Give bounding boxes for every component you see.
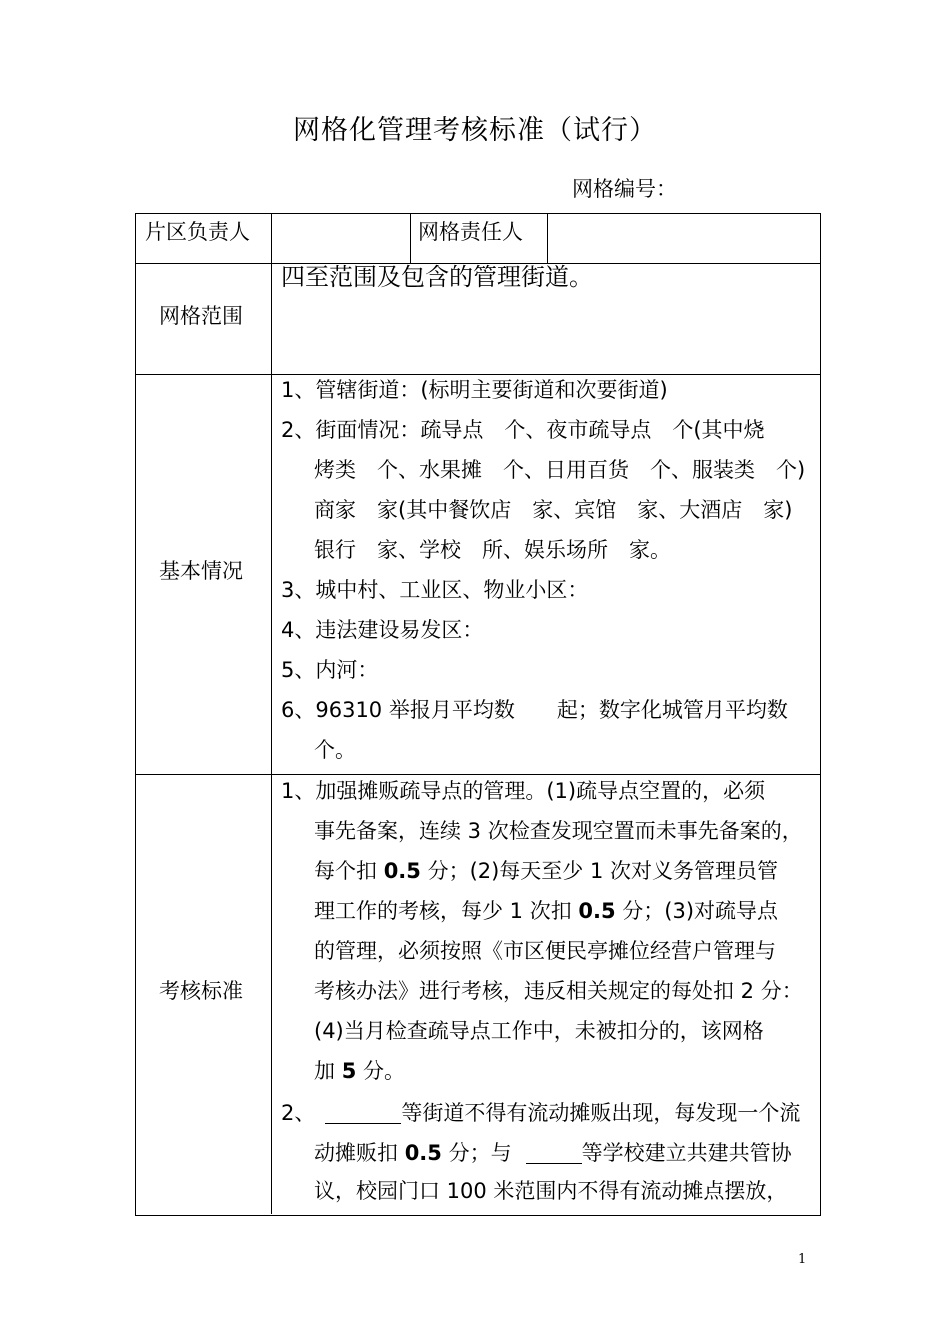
criteria-line: 议，校园门口 100 米范围内不得有流动摊点摆放，	[314, 1179, 788, 1203]
text-run: 分；与	[441, 1141, 512, 1165]
criteria-line: 事先备案，连续 3 次检查发现空置而未事先备案的，	[314, 819, 803, 843]
text-run: 等街道不得有流动摊贩出现，每发现一个流	[401, 1101, 801, 1125]
assessment-table	[135, 213, 821, 1216]
criteria-line: 1、加强摊贩疏导点的管理。(1)疏导点空置的，必须	[281, 779, 766, 803]
text-run: 分。	[356, 1059, 405, 1083]
column-divider	[547, 214, 548, 263]
basic-line: 5、内河：	[281, 658, 379, 682]
deduction-value: 0.5	[383, 859, 421, 883]
blank-underline	[526, 1141, 582, 1164]
text-run: 等学校建立共建共管协	[581, 1141, 792, 1165]
row-divider	[136, 774, 820, 775]
basic-line: 个。	[314, 738, 356, 762]
column-divider	[271, 214, 272, 1214]
criteria-line	[281, 1101, 800, 1124]
text-run: 加	[314, 1059, 342, 1083]
text-run: 动摊贩扣	[314, 1141, 405, 1165]
text-run: 分；(3)对疏导点	[615, 899, 779, 923]
criteria-line	[314, 1141, 792, 1164]
deduction-value: 0.5	[578, 899, 616, 923]
zone-leader-label: 片区负责人	[145, 220, 250, 244]
basic-line: 银行 家、学校 所、娱乐场所 家。	[314, 538, 671, 562]
row-divider	[136, 374, 820, 375]
page-title: 网格化管理考核标准（试行）	[293, 115, 657, 146]
grid-officer-label: 网格责任人	[418, 220, 523, 244]
basic-line: 3、城中村、工业区、物业小区：	[281, 578, 589, 602]
page-number: 1	[798, 1252, 807, 1267]
criteria-label: 考核标准	[159, 979, 243, 1003]
criteria-line: 的管理，必须按照《市区便民亭摊位经营户管理与	[314, 939, 776, 963]
basic-info-label: 基本情况	[159, 559, 243, 583]
bonus-value: 5	[341, 1059, 357, 1083]
scope-text: 四至范围及包含的管理街道。	[281, 263, 593, 291]
text-run: 分；(2)每天至少 1 次对义务管理员管	[420, 859, 779, 883]
blank-underline	[325, 1101, 401, 1124]
criteria-line	[314, 861, 778, 882]
scope-label: 网格范围	[159, 304, 243, 328]
column-divider	[410, 214, 411, 263]
criteria-line	[314, 901, 778, 922]
text-run: 每个扣	[314, 859, 384, 883]
criteria-line	[314, 1061, 405, 1082]
criteria-line: (4)当月检查疏导点工作中，未被扣分的，该网格	[314, 1019, 764, 1043]
basic-line: 1、管辖街道：(标明主要街道和次要街道)	[281, 378, 668, 402]
grid-number-label: 网格编号：	[572, 177, 677, 201]
text-run: 2、	[281, 1101, 316, 1125]
criteria-line: 考核办法》进行考核，违反相关规定的每处扣 2 分：	[314, 979, 803, 1003]
basic-line: 4、违法建设易发区：	[281, 618, 484, 642]
basic-line: 商家 家(其中餐饮店 家、宾馆 家、大酒店 家)	[314, 498, 793, 522]
basic-line: 2、街面情况：疏导点 个、夜市疏导点 个(其中烧	[281, 418, 765, 442]
text-run: 理工作的考核，每少 1 次扣	[314, 899, 579, 923]
basic-line: 6、96310 举报月平均数 起；数字化城管月平均数	[281, 698, 788, 722]
deduction-value: 0.5	[404, 1141, 442, 1165]
basic-line: 烤类 个、水果摊 个、日用百货 个、服装类 个)	[314, 458, 806, 482]
